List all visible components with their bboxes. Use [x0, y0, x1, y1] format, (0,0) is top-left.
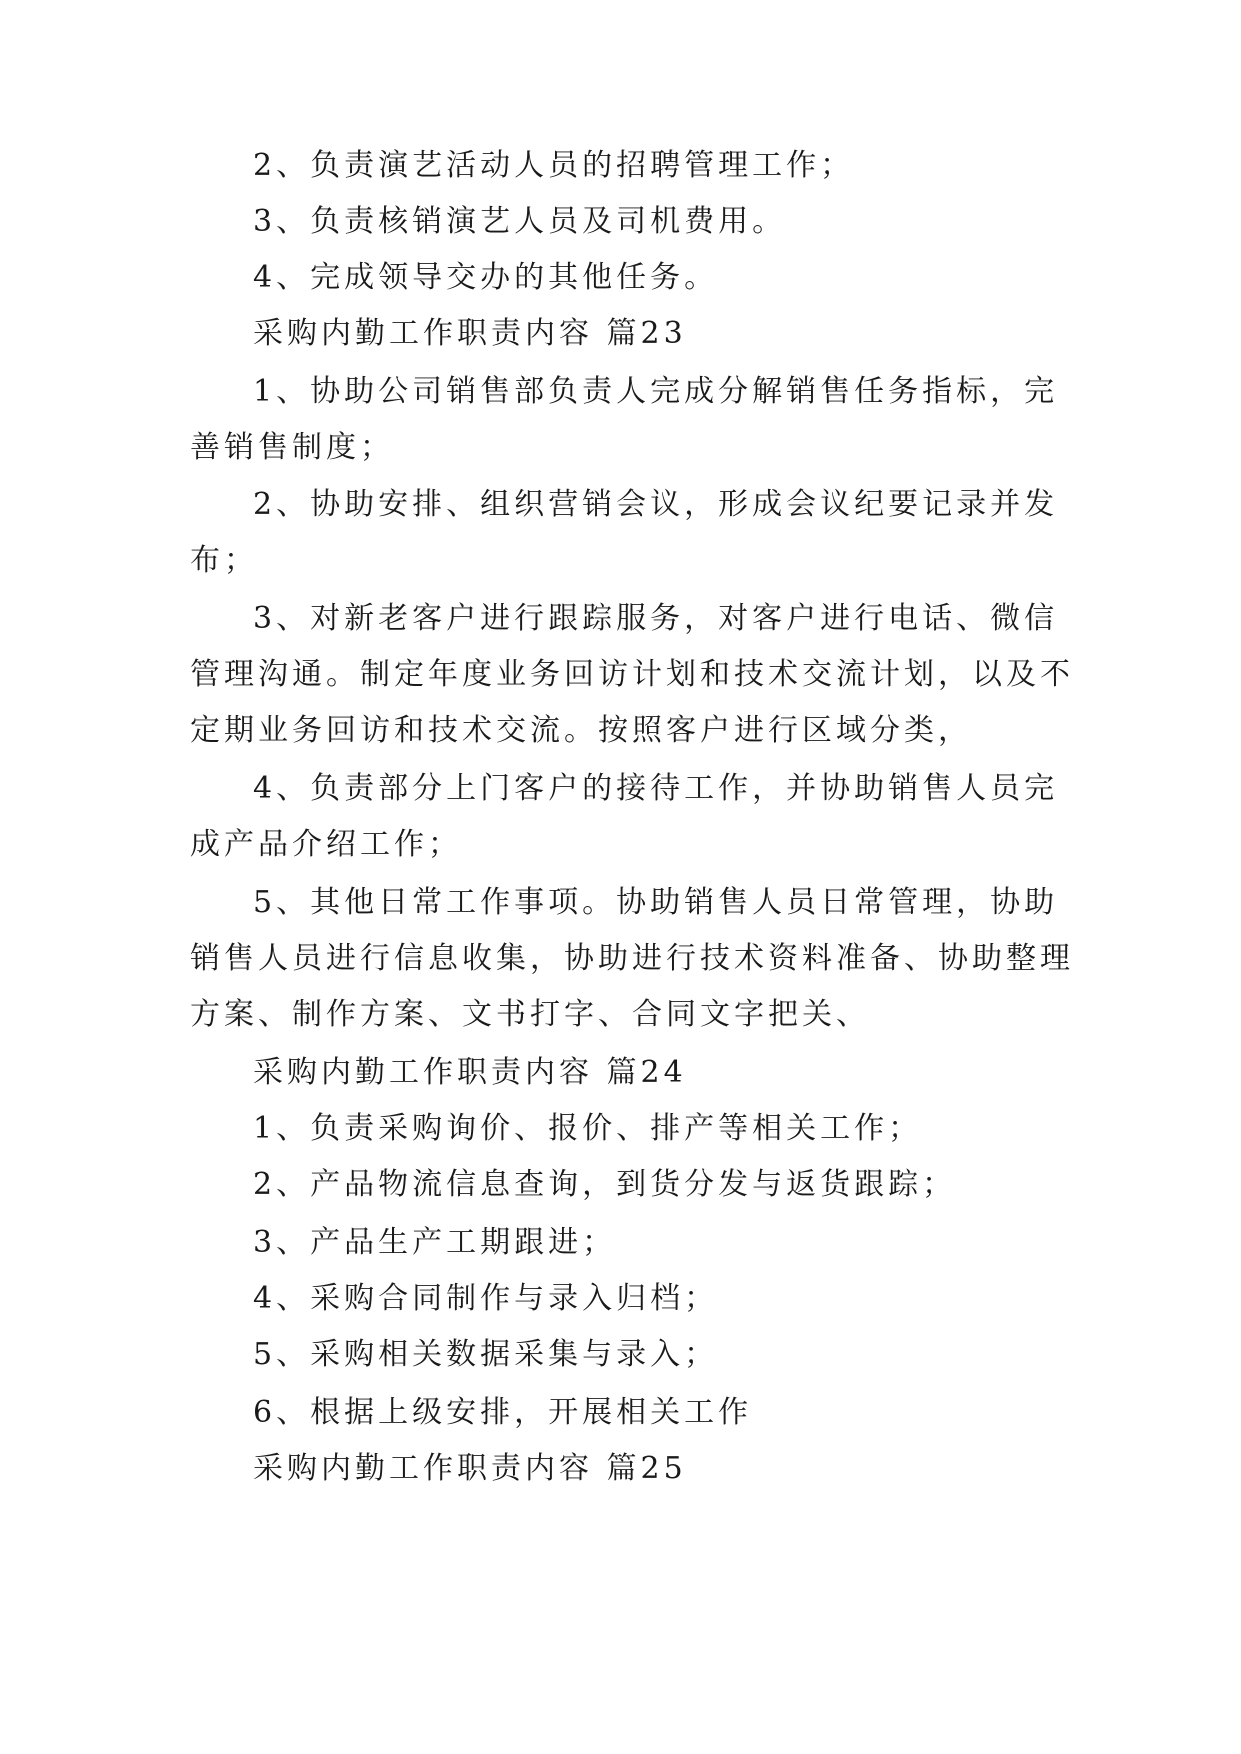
body-line: 2、协助安排、组织营销会议，形成会议纪要记录并发: [253, 487, 1059, 522]
body-line: 善销售制度；: [190, 430, 394, 465]
body-line: 1、负责采购询价、报价、排产等相关工作；: [253, 1111, 923, 1146]
body-line: 6、根据上级安排，开展相关工作: [253, 1395, 753, 1430]
body-line: 2、产品物流信息查询，到货分发与返货跟踪；: [253, 1167, 957, 1202]
body-line: 3、对新老客户进行跟踪服务，对客户进行电话、微信: [253, 601, 1059, 636]
body-line: 3、负责核销演艺人员及司机费用。: [253, 204, 787, 239]
body-line: 布；: [190, 543, 258, 578]
section-heading: 采购内勤工作职责内容 篇25: [253, 1451, 687, 1486]
body-line: 2、负责演艺活动人员的招聘管理工作；: [253, 148, 855, 183]
body-line: 方案、制作方案、文书打字、合同文字把关、: [190, 997, 870, 1032]
body-line: 1、协助公司销售部负责人完成分解销售任务指标，完: [253, 374, 1059, 409]
body-line: 5、其他日常工作事项。协助销售人员日常管理，协助: [253, 885, 1059, 920]
body-line: 5、采购相关数据采集与录入；: [253, 1337, 719, 1372]
body-line: 定期业务回访和技术交流。按照客户进行区域分类，: [190, 713, 972, 748]
section-heading: 采购内勤工作职责内容 篇24: [253, 1055, 687, 1090]
section-heading: 采购内勤工作职责内容 篇23: [253, 316, 687, 351]
body-line: 4、负责部分上门客户的接待工作，并协助销售人员完: [253, 771, 1059, 806]
body-line: 4、完成领导交办的其他任务。: [253, 260, 719, 295]
body-line: 销售人员进行信息收集，协助进行技术资料准备、协助整理: [190, 941, 1074, 976]
body-line: 4、采购合同制作与录入归档；: [253, 1281, 719, 1316]
body-line: 管理沟通。制定年度业务回访计划和技术交流计划，以及不: [190, 657, 1074, 692]
body-line: 3、产品生产工期跟进；: [253, 1225, 617, 1260]
body-line: 成产品介绍工作；: [190, 827, 462, 862]
